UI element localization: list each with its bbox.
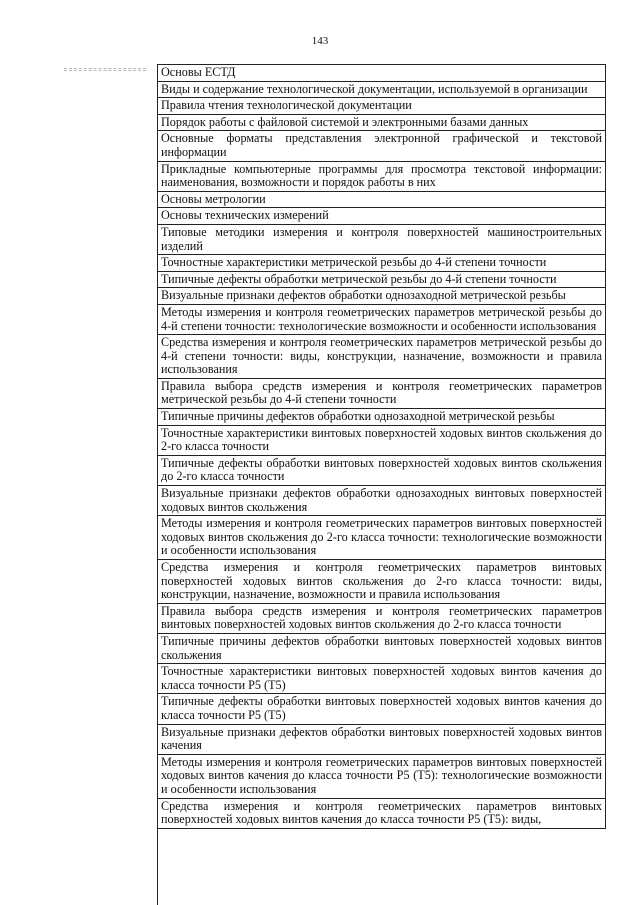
table-row: Методы измерения и контроля геометрических параметров винтовых поверхностей ходовых винтов скольжения до 2-го класса точности: технологические возможности и особенности использования bbox=[158, 516, 605, 560]
table-row: Методы измерения и контроля геометрических параметров метрической резьбы до 4-й степени точности: технологические возможности и особенности использования bbox=[158, 305, 605, 335]
table-row: Средства измерения и контроля геометрических параметров винтовых поверхностей ходовых винтов скольжения до 2-го класса точности: виды, конструкции, назначение, возможности и правила использования bbox=[158, 560, 605, 604]
table-row: Точностные характеристики винтовых поверхностей ходовых винтов качения до класса точности P5 (T5) bbox=[158, 664, 605, 694]
table-row: Типичные дефекты обработки винтовых поверхностей ходовых винтов скольжения до 2-го класса точности bbox=[158, 456, 605, 486]
table-row: Основы ЕСТД bbox=[158, 64, 605, 82]
table-row: Порядок работы с файловой системой и электронными базами данных bbox=[158, 115, 605, 132]
table-row: Прикладные компьютерные программы для просмотра текстовой информации: наименования, возможности и порядок работы в них bbox=[158, 162, 605, 192]
table-row: Средства измерения и контроля геометрических параметров метрической резьбы до 4-й степени точности: виды, конструкции, назначение, возможности и правила использования bbox=[158, 335, 605, 379]
table-row: Основы технических измерений bbox=[158, 208, 605, 225]
table-row: Правила выбора средств измерения и контроля геометрических параметров винтовых поверхностей ходовых винтов скольжения до 2-го класса точности bbox=[158, 604, 605, 634]
table-row: Точностные характеристики винтовых поверхностей ходовых винтов скольжения до 2-го класса точности bbox=[158, 426, 605, 456]
left-column-line bbox=[64, 70, 146, 71]
table-row: Правила выбора средств измерения и контроля геометрических параметров метрической резьбы до 4-й степени точности bbox=[158, 379, 605, 409]
table-row: Визуальные признаки дефектов обработки однозаходной метрической резьбы bbox=[158, 288, 605, 305]
table-row: Типичные причины дефектов обработки однозаходной метрической резьбы bbox=[158, 409, 605, 426]
table-row: Типичные причины дефектов обработки винтовых поверхностей ходовых винтов скольжения bbox=[158, 634, 605, 664]
table-row: Типовые методики измерения и контроля поверхностей машиностроительных изделий bbox=[158, 225, 605, 255]
page-number: 143 bbox=[311, 35, 329, 47]
table-left-column bbox=[60, 64, 158, 905]
table-row: Основы метрологии bbox=[158, 192, 605, 209]
table-rows bbox=[158, 64, 606, 829]
table-row: Основные форматы представления электронной графической и текстовой информации bbox=[158, 131, 605, 161]
table-row: Визуальные признаки дефектов обработки винтовых поверхностей ходовых винтов качения bbox=[158, 725, 605, 755]
table-row: Типичные дефекты обработки винтовых поверхностей ходовых винтов качения до класса точности P5 (T5) bbox=[158, 694, 605, 724]
table-row: Правила чтения технологической документации bbox=[158, 98, 605, 115]
table-row: Виды и содержание технологической документации, используемой в организации bbox=[158, 82, 605, 99]
table-row: Средства измерения и контроля геометрических параметров винтовых поверхностей ходовых винтов качения до класса точности P5 (T5): виды, bbox=[158, 799, 605, 829]
table-row: Точностные характеристики метрической резьбы до 4-й степени точности bbox=[158, 255, 605, 272]
requirements-table bbox=[60, 64, 608, 905]
table-row: Методы измерения и контроля геометрических параметров винтовых поверхностей ходовых винтов качения до класса точности P5 (T5): технологические возможности и особенности использования bbox=[158, 755, 605, 799]
left-column-line bbox=[64, 68, 146, 69]
table-row: Типичные дефекты обработки метрической резьбы до 4-й степени точности bbox=[158, 272, 605, 289]
table-row: Визуальные признаки дефектов обработки однозаходных винтовых поверхностей ходовых винтов скольжения bbox=[158, 486, 605, 516]
